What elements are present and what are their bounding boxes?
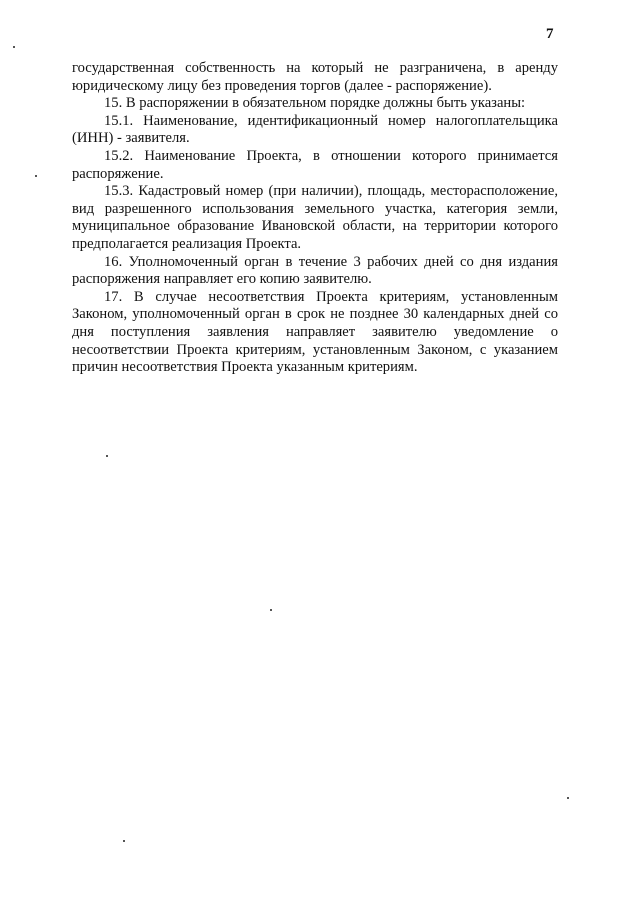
- scan-speck: [567, 797, 569, 799]
- paragraph-continuation: государственная собственность на который не разграничена, в аренду юридическому лицу без проведения торгов (далее - распоряжение).: [72, 60, 558, 94]
- paragraph-15-1: 15.1. Наименование, идентификационный номер налогоплательщика (ИНН) - заявителя.: [72, 112, 558, 147]
- scan-speck: [123, 840, 125, 842]
- scan-speck: [13, 46, 15, 48]
- page-number: 7: [546, 26, 554, 42]
- paragraph-15-3: 15.3. Кадастровый номер (при наличии), площадь, месторасположение, вид разрешенного использования земельного участка, категория земли, муниципальное образование Ивановской области, на территории которого предполагается реализация Проекта.: [72, 183, 558, 252]
- paragraph-15: 15. В распоряжении в обязательном порядке должны быть указаны:: [104, 95, 526, 112]
- paragraph-17: 17. В случае несоответствия Проекта критериям, установленным Законом, уполномоченный орган в срок не позднее 30 календарных дней со дня поступления заявления направляет заявителю уведомление о несоответствии Проекта критериям, установленным Законом, с указанием причин несоответствия Проекта указанным критериям.: [72, 288, 558, 376]
- scan-speck: [270, 609, 272, 611]
- paragraph-15-2: 15.2. Наименование Проекта, в отношении которого принимается распоряжение.: [72, 147, 558, 182]
- paragraph-16: 16. Уполномоченный орган в течение 3 рабочих дней со дня издания распоряжения направляет его копию заявителю.: [72, 253, 558, 288]
- scan-speck: [35, 175, 37, 177]
- scan-speck: [106, 455, 108, 457]
- document-body: [72, 60, 558, 377]
